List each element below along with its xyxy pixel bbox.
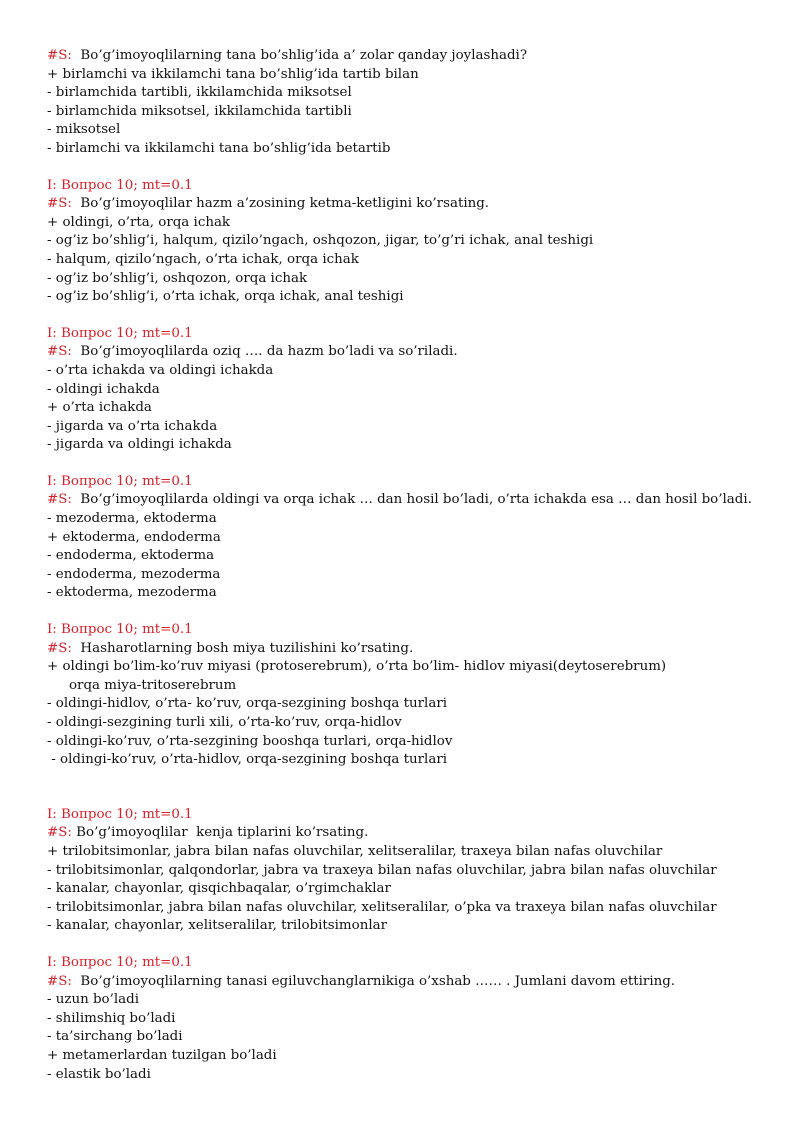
question-marker: #S: — [47, 825, 72, 841]
answer-option: + oldingi, o’rta, orqa ichak — [47, 214, 231, 230]
answer-option: + o’rta ichakda — [47, 400, 152, 416]
answer-option: - oldingi-ko’ruv, o’rta-hidlov, orqa-sezgining boshqa turlari — [47, 752, 448, 768]
answer-option: - elastik bo’ladi — [47, 1066, 151, 1082]
question-header: I: Вопрос 10; mt=0.1 — [47, 177, 193, 193]
answer-option: - kanalar, chayonlar, xelitseralilar, trilobitsimonlar — [47, 918, 387, 934]
answer-option: - jigarda va oldingi ichakda — [47, 437, 232, 453]
answer-option: + birlamchi va ikkilamchi tana bo’shlig’ida tartib bilan — [47, 66, 419, 82]
answer-option: - og’iz bo’shlig’i, halqum, qizilo’ngach, oshqozon, jigar, to’g’ri ichak, anal teshigi — [47, 233, 594, 249]
question-text: Bo’g’imoyoqlilarda oziq …. da hazm bo’ladi va so’riladi. — [80, 344, 458, 360]
question-header: I: Вопрос 10; mt=0.1 — [47, 806, 193, 822]
question-block — [47, 954, 787, 1084]
question-block — [47, 621, 787, 770]
question-header: I: Вопрос 10; mt=0.1 — [47, 325, 193, 341]
question-line — [47, 343, 787, 362]
question-marker: #S: — [47, 196, 72, 212]
answer-option: - trilobitsimonlar, jabra bilan nafas oluvchilar, xelitseralilar, o’pka va traxeya bilan nafas oluvchilar — [47, 899, 717, 915]
answer-option: - uzun bo’ladi — [47, 992, 139, 1008]
question-text: Hasharotlarning bosh miya tuzilishini ko’rsating. — [80, 640, 414, 656]
question-block — [47, 177, 787, 307]
question-block — [47, 473, 787, 603]
question-line — [47, 640, 787, 659]
answer-option: - og’iz bo’shlig’i, oshqozon, orqa ichak — [47, 270, 308, 286]
question-marker: #S: — [47, 344, 72, 360]
question-marker: #S: — [47, 973, 72, 989]
question-text: Bo’g’imoyoqlilarda oldingi va orqa ichak … dan hosil bo’ladi, o’rta ichakda esa … dan hosil bo’ladi. — [80, 492, 752, 508]
question-block — [47, 325, 787, 455]
answer-option: - oldingi-hidlov, o’rta- ko’ruv, orqa-sezgining boshqa turlari — [47, 696, 448, 712]
question-block — [47, 47, 787, 159]
answer-option: - mezoderma, ektoderma — [47, 511, 217, 527]
answer-option: - o’rta ichakda va oldingi ichakda — [47, 362, 274, 378]
question-marker: #S: — [47, 48, 72, 63]
question-text: Bo’g’imoyoqlilarning tana bo’shlig’ida a’ zolar qanday joylashadi? — [80, 48, 527, 63]
answer-option: - birlamchi va ikkilamchi tana bo’shlig’ida betartib — [47, 140, 391, 156]
answer-option: + metamerlardan tuzilgan bo’ladi — [47, 1047, 277, 1063]
answer-option: - ta’sirchang bo’ladi — [47, 1029, 183, 1045]
answer-option: - birlamchida tartibli, ikkilamchida miksotsel — [47, 85, 352, 101]
answer-option: - birlamchida miksotsel, ikkilamchida tartibli — [47, 103, 352, 119]
answer-option-continuation: orqa miya-tritoserebrum — [69, 677, 237, 693]
question-block — [47, 806, 787, 936]
answer-option: + trilobitsimonlar, jabra bilan nafas oluvchilar, xelitseralilar, traxeya bilan nafas oluvchilar — [47, 843, 663, 859]
answer-option: - endoderma, ektoderma — [47, 548, 215, 564]
question-line — [47, 824, 787, 843]
answer-option: - trilobitsimonlar, qalqondorlar, jabra va traxeya bilan nafas oluvchilar, jabra bilan nafas oluvchilar — [47, 862, 717, 878]
question-marker: #S: — [47, 640, 72, 656]
answer-option: - jigarda va o’rta ichakda — [47, 418, 218, 434]
answer-option: + ektoderma, endoderma — [47, 529, 221, 545]
answer-option: - og’iz bo’shlig’i, o’rta ichak, orqa ichak, anal teshigi — [47, 289, 404, 305]
answer-option: - miksotsel — [47, 122, 121, 138]
answer-option: - kanalar, chayonlar, qisqichbaqalar, o’rgimchaklar — [47, 881, 391, 897]
document-page — [47, 47, 787, 1084]
question-header: I: Вопрос 10; mt=0.1 — [47, 622, 193, 638]
question-marker: #S: — [47, 492, 72, 508]
question-line — [47, 195, 787, 214]
question-line — [47, 973, 787, 992]
answer-option: - halqum, qizilo’ngach, o’rta ichak, orqa ichak — [47, 251, 359, 267]
answer-option: - oldingi-sezgining turli xili, o’rta-ko’ruv, orqa-hidlov — [47, 715, 402, 730]
question-header: I: Вопрос 10; mt=0.1 — [47, 954, 193, 970]
answer-option: - ektoderma, mezoderma — [47, 585, 217, 601]
answer-option: + oldingi bo’lim-ko’ruv miyasi (protoserebrum), o’rta bo’lim- hidlov miyasi(deytoserebrum) — [47, 659, 667, 675]
answer-option: - shilimshiq bo’ladi — [47, 1010, 176, 1026]
question-text: Bo’g’imoyoqlilar hazm a’zosining ketma-ketligini ko’rsating. — [80, 196, 490, 212]
question-text: Bo’g’imoyoqlilar kenja tiplarini ko’rsating. — [76, 825, 369, 841]
answer-option: - endoderma, mezoderma — [47, 566, 221, 582]
answer-option: - oldingi ichakda — [47, 381, 160, 397]
answer-option: - oldingi-ko’ruv, o’rta-sezgining booshqa turlari, orqa-hidlov — [47, 733, 453, 749]
question-line — [47, 47, 787, 66]
question-header: I: Вопрос 10; mt=0.1 — [47, 473, 193, 489]
question-line — [47, 491, 787, 510]
question-text: Bo’g’imoyoqlilarning tanasi egiluvchanglarnikiga o’xshab …… . Jumlani davom ettiring. — [80, 973, 676, 989]
